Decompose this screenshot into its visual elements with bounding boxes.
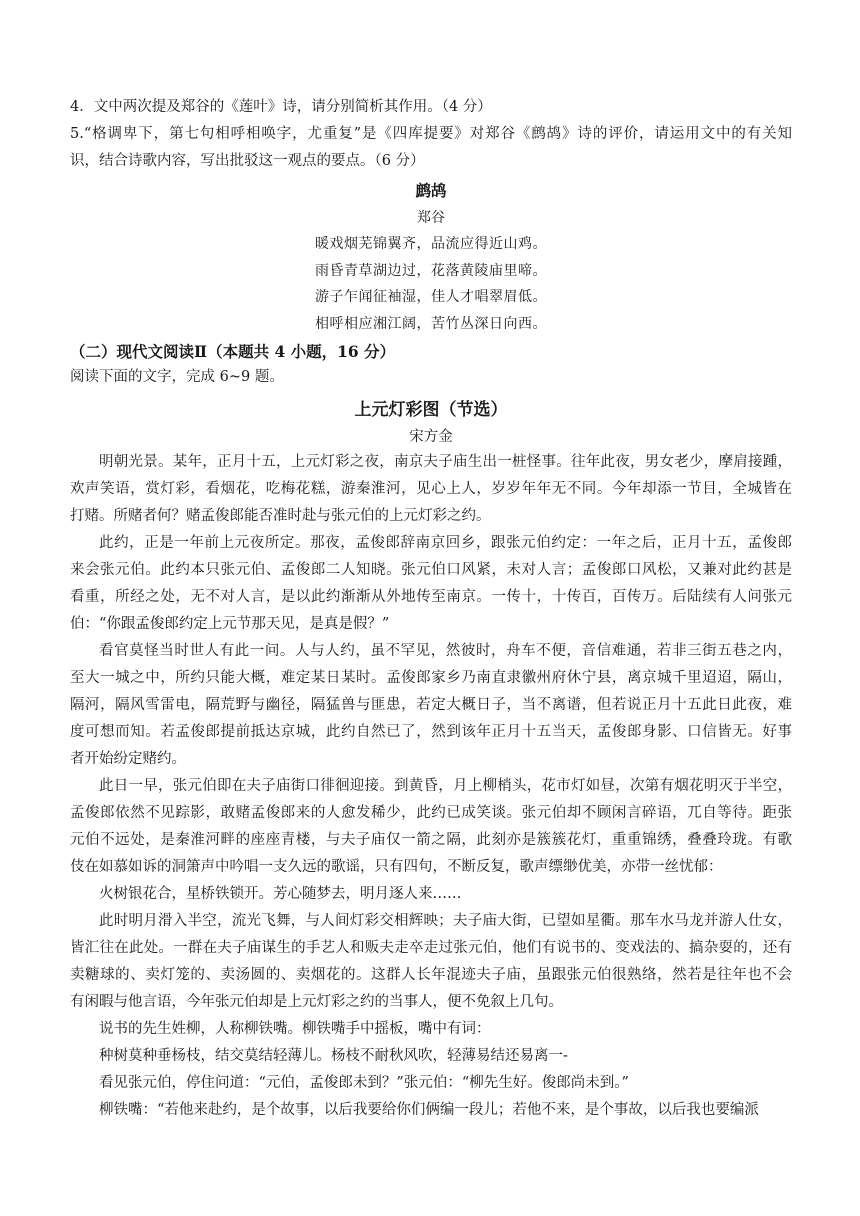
paragraph-line: 者开始纷定赌约。 [70, 751, 186, 767]
story-paragraph [70, 881, 792, 908]
paragraph-line: 此时明月滑入半空，流光飞舞，与人间灯彩交相辉映；夫子庙大街，已望如星衢。那车水马龙并游人仕女， [99, 913, 792, 929]
question-5-line-1: 5.“格调卑下，第七句相呼相唤字，尤重复”是《四库提要》对郑谷《鹧鸪》诗的评价，请运用文中的有关知 [70, 126, 792, 142]
poem-line: 暖戏烟芜锦翼齐，品流应得近山鸡。 [315, 236, 547, 252]
story-paragraph [70, 1070, 792, 1097]
story-paragraph [70, 1016, 792, 1043]
paragraph-line: 看重，所经之处，无不对人言，是以此约渐渐从外地传至南京。一传十，十传百，百传万。后陆续有人问张元 [70, 589, 792, 605]
section-instruction: 阅读下面的文字，完成 6~9 题。 [70, 369, 284, 385]
story-paragraph [70, 449, 792, 530]
poem-title: 鹧鸪 [415, 181, 447, 200]
story-paragraph [70, 1043, 792, 1070]
paragraph-line: 皆汇往在此处。一群在夫子庙谋生的手艺人和贩夫走卒走过张元伯，他们有说书的、变戏法的、搞杂耍的，还有 [70, 940, 792, 956]
paragraph-line: 柳铁嘴：“若他来赴约，是个故事，以后我要给你们俩编一段儿；若他不来，是个事故，以后我也要编派 [99, 1102, 759, 1118]
paragraph-line: 孟俊郎依然不见踪影，敢赌孟俊郎来的人愈发稀少，此约已成笑谈。张元伯却不顾闲言碎语，兀自等待。距张 [70, 805, 792, 821]
paragraph-line: 打赌。所赌者何？赌孟俊郎能否准时赴与张元伯的上元灯彩之约。 [70, 508, 491, 524]
paragraph-line: 看见张元伯，停住问道：“元伯，孟俊郎未到？”张元伯：“柳先生好。俊郎尚未到。” [99, 1075, 629, 1091]
paragraph-line: 来会张元伯。此约本只张元伯、孟俊郎二人知晓。张元伯口风紧，未对人言；孟俊郎口风松，又兼对此约甚是 [70, 562, 792, 578]
story-paragraph [70, 773, 792, 881]
poem-author: 郑谷 [417, 210, 445, 226]
document-page [70, 94, 792, 1124]
paragraph-line: 度可想而知。若孟俊郎提前抵达京城，此约自然已了，然到该年正月十五当天，孟俊郎身影、口信皆无。好事 [70, 724, 792, 740]
paragraph-line: 火树银花合，星桥铁锁开。芳心随梦去，明月逐人来…… [99, 886, 462, 902]
poem-line: 相呼相应湘江阔，苦竹丛深日向西。 [315, 315, 547, 332]
story-title: 上元灯彩图（节选） [354, 400, 508, 420]
paragraph-line: 明朝光景。某年，正月十五，上元灯彩之夜，南京夫子庙生出一桩怪事。往年此夜，男女老少，摩肩接踵， [99, 454, 792, 470]
story-paragraph [70, 908, 792, 1016]
paragraph-line: 看官莫怪当时世人有此一问。人与人约，虽不罕见，然彼时，舟车不便，音信难通，若非三街五巷之内， [99, 643, 792, 659]
story-paragraph [70, 1097, 792, 1124]
question-5-line-2: 识，结合诗歌内容，写出批驳这一观点的要点。（6 分） [70, 153, 425, 169]
paragraph-line: 至大一城之中，所约只能大概，难定某日某时。孟俊郎家乡乃南直隶徽州府休宁县，离京城千里迢迢，隔山， [70, 670, 792, 686]
paragraph-line: 元伯不远处，是秦淮河畔的座座青楼，与夫子庙仅一箭之隔，此刻亦是簇簇花灯，重重锦绣，叠叠玲珑。有歌 [70, 832, 792, 848]
paragraph-line: 卖糖球的、卖灯笼的、卖汤圆的、卖烟花的。这群人长年混迹夫子庙，虽跟张元伯很熟络，然若是往年也不会 [70, 967, 792, 983]
paragraph-line: 此约，正是一年前上元夜所定。那夜，孟俊郎辞南京回乡，跟张元伯约定：一年之后，正月十五，孟俊郎 [99, 535, 792, 551]
paragraph-line: 种树莫种垂杨枝，结交莫结轻薄儿。杨枝不耐秋风吹，轻薄易结还易离一- [99, 1048, 568, 1064]
paragraph-line: 隔河，隔风雪雷电，隔荒野与幽径，隔猛兽与匪患，若定大概日子，当不离谱，但若说正月十五此日此夜，难 [70, 697, 792, 713]
paragraph-line: 欢声笑语，赏灯彩，看烟花，吃梅花糕，游秦淮河，见心上人，岁岁年年无不同。今年却添一节目，全城皆在 [70, 481, 792, 497]
paragraph-line: 伎在如慕如诉的洞箫声中吟唱一支久远的歌谣，只有四句，不断反复，歌声缥缈优美，亦带一丝忧郁： [70, 859, 723, 875]
section-heading: （二）现代文阅读Ⅱ（本题共 4 小题，16 分） [70, 342, 396, 361]
question-4: 4．文中两次提及郑谷的《莲叶》诗，请分别简析其作用。（4 分） [70, 99, 492, 115]
story-paragraph [70, 638, 792, 773]
poem-line: 游子乍闻征袖湿，佳人才唱翠眉低。 [315, 289, 547, 305]
paragraph-line: 此日一早，张元伯即在夫子庙街口徘徊迎接。到黄昏，月上柳梢头，花市灯如昼，次第有烟花明灭于半空， [99, 778, 792, 794]
paragraph-line: 伯：“你跟孟俊郎约定上元节那天见，是真是假？” [70, 616, 390, 632]
poem-line: 雨昏青草湖边过，花落黄陵庙里啼。 [315, 262, 547, 279]
paragraph-line: 说书的先生姓柳，人称柳铁嘴。柳铁嘴手中摇板，嘴中有词： [99, 1021, 491, 1037]
story-author: 宋方金 [409, 429, 453, 445]
story-body [70, 449, 792, 1124]
story-paragraph [70, 530, 792, 638]
paragraph-line: 有闲暇与他言语，今年张元伯却是上元灯彩之约的当事人，便不免叙上几句。 [70, 994, 563, 1010]
